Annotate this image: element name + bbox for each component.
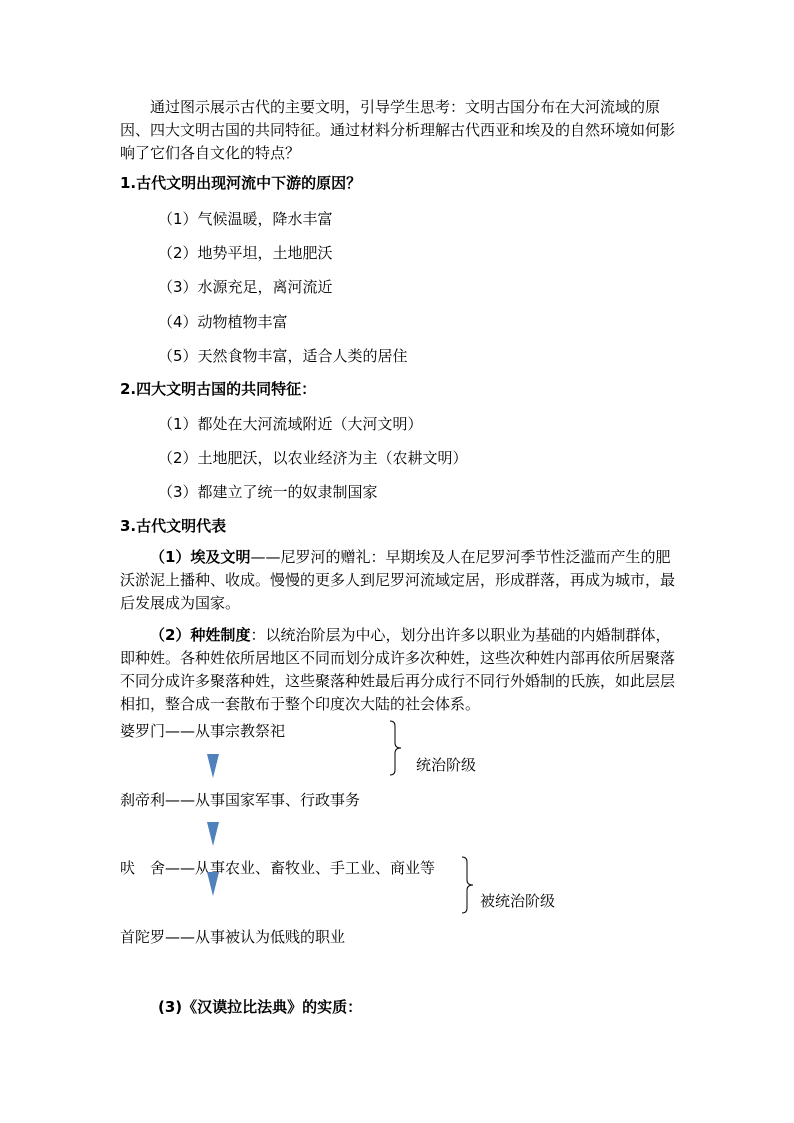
caste-text: ：以统治阶层为中心，划分出许多以职业为基础的内婚制群体，即种姓。各种姓依所居地区不同而划分成许多次种姓，这些次种姓内部再依所居聚落不同分成许多聚落种姓，这些聚落种姓最后再分成行不同行外婚制的氏族，如此层层相扣，整合成一套散布于整个印度次大陆的社会体系。 bbox=[120, 626, 676, 713]
section1-item-2: （2）地势平坦，土地肥沃 bbox=[158, 244, 333, 262]
section1-title: 1.古代文明出现河流中下游的原因？ bbox=[120, 174, 362, 192]
egypt-paragraph bbox=[120, 546, 680, 615]
ruling-class-label: 统治阶级 bbox=[416, 756, 477, 774]
ruled-class-label: 被统治阶级 bbox=[480, 892, 556, 910]
section2-item-2: （2）土地肥沃，以农业经济为主（农耕文明） bbox=[158, 449, 468, 467]
ruling-brace-icon bbox=[386, 720, 406, 776]
egypt-text: ——尼罗河的赠礼：早期埃及人在尼罗河季节性泛滥而产生的肥沃淤泥上播种、收成。慢慢的更多人到尼罗河流域定居，形成群落，再成为城市，最后发展成为国家。 bbox=[120, 548, 676, 612]
egypt-label: （1）埃及文明 bbox=[150, 548, 251, 566]
caste-kshatriya: 刹帝利——从事国家军事、行政事务 bbox=[120, 791, 361, 809]
section2-item-3: （3）都建立了统一的奴隶制国家 bbox=[158, 483, 378, 501]
section2-title: 2.四大文明古国的共同特征： bbox=[120, 380, 317, 398]
arrow-down-icon bbox=[207, 872, 219, 896]
caste-vaishya: 吠 舍——从事农业、畜牧业、手工业、商业等 bbox=[120, 859, 436, 877]
section1-item-5: （5）天然食物丰富，适合人类的居住 bbox=[158, 347, 408, 365]
section3-title: 3.古代文明代表 bbox=[120, 517, 227, 535]
hammurabi-heading: (3)《汉谟拉比法典》的实质： bbox=[158, 998, 363, 1016]
ruled-brace-icon bbox=[458, 856, 478, 914]
section1-item-4: （4）动物植物丰富 bbox=[158, 313, 288, 331]
section1-item-3: （3）水源充足，离河流近 bbox=[158, 278, 333, 296]
caste-paragraph bbox=[120, 624, 680, 716]
intro-paragraph: 通过图示展示古代的主要文明，引导学生思考：文明古国分布在大河流域的原因、四大文明古国的共同特征。通过材料分析理解古代西亚和埃及的自然环境如何影响了它们各自文化的特点？ bbox=[120, 98, 676, 162]
section1-item-1: （1）气候温暖，降水丰富 bbox=[158, 210, 333, 228]
section2-item-1: （1）都处在大河流域附近（大河文明） bbox=[158, 415, 423, 433]
arrow-down-icon bbox=[207, 754, 219, 778]
caste-shudra: 首陀罗——从事被认为低贱的职业 bbox=[120, 928, 346, 946]
caste-brahmin: 婆罗门——从事宗教祭祀 bbox=[120, 722, 286, 740]
arrow-down-icon bbox=[207, 822, 219, 846]
caste-label: （2）种姓制度 bbox=[150, 626, 251, 644]
